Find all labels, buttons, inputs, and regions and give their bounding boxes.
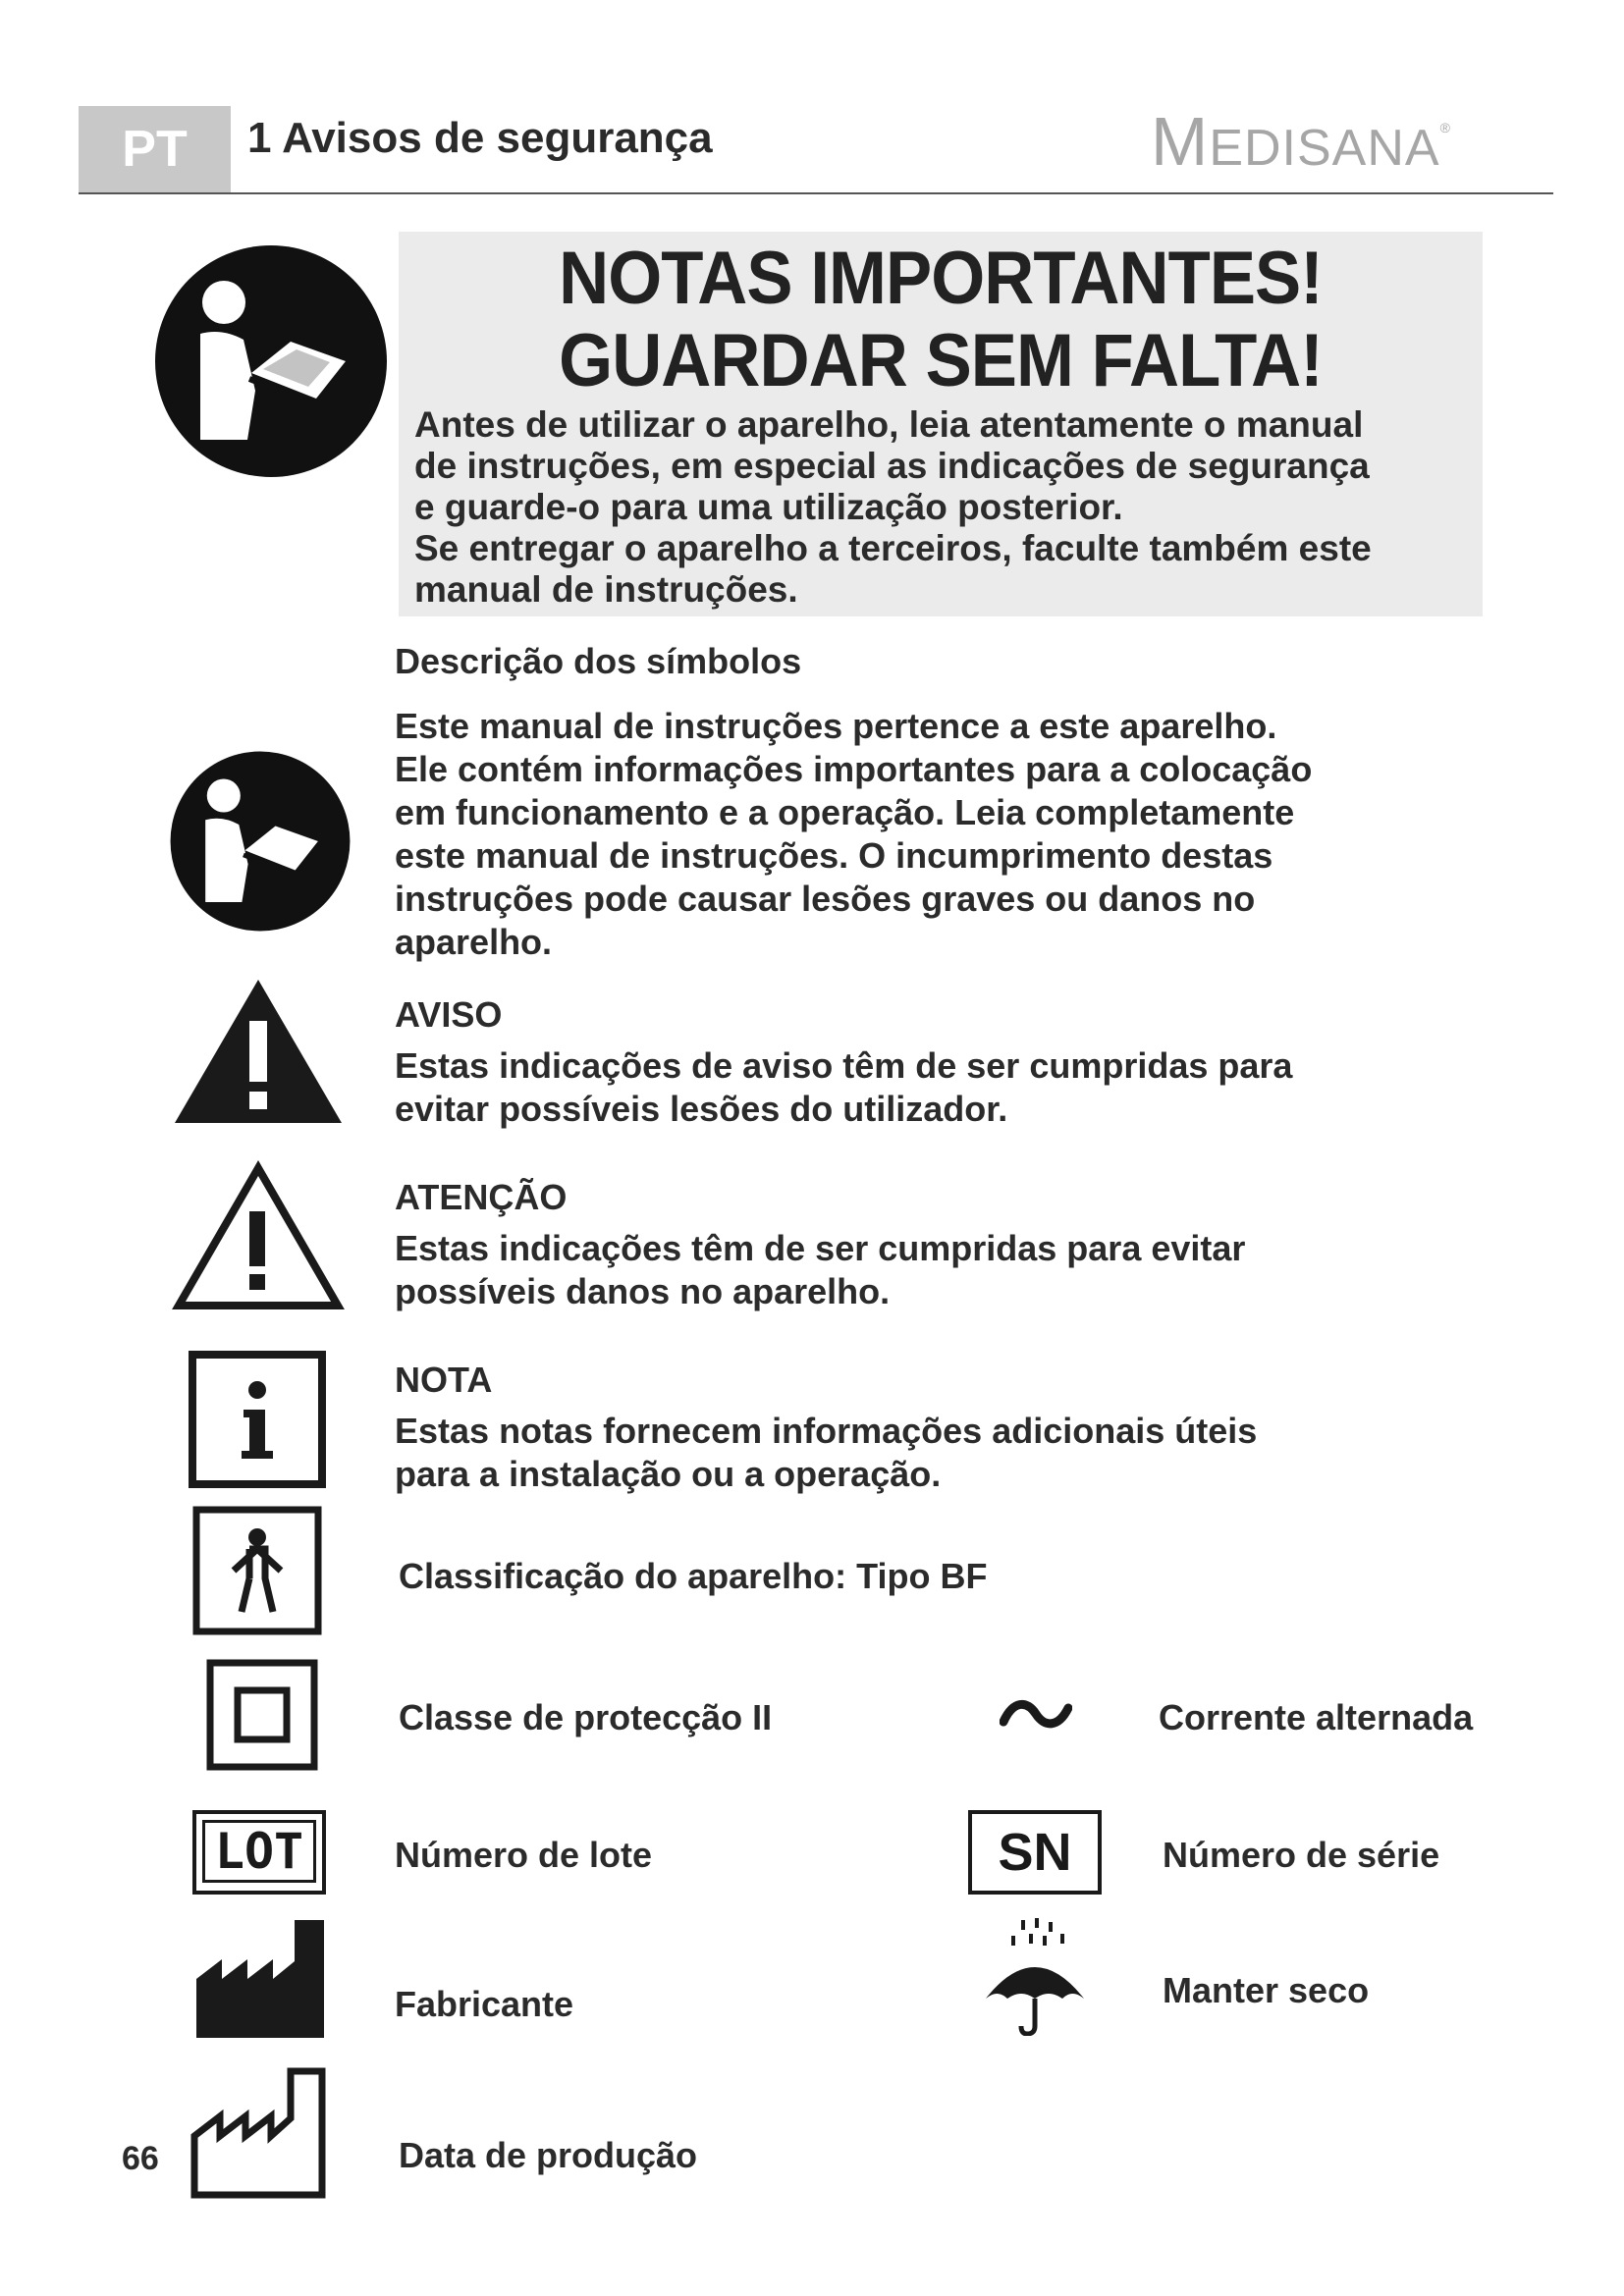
text-line: aparelho. — [395, 922, 553, 962]
text-line: Estas indicações têm de ser cumpridas para evitar — [395, 1228, 1246, 1268]
text-line: este manual de instruções. O incumprimento destas — [395, 835, 1273, 876]
production-date-label: Data de produção — [399, 2135, 698, 2175]
protection-class-label: Classe de protecção II — [399, 1697, 773, 1737]
note-title: NOTA — [395, 1360, 493, 1400]
notice-line: Se entregar o aparelho a terceiros, faculte também este — [414, 528, 1372, 568]
warning-title: AVISO — [395, 994, 503, 1035]
notice-title-line-1: NOTAS IMPORTANTES! — [559, 237, 1323, 320]
lot-label: Número de lote — [395, 1835, 653, 1875]
text-line: Estas indicações de aviso têm de ser cumpridas para — [395, 1045, 1293, 1086]
note-description — [395, 1410, 1257, 1496]
lot-icon — [192, 1810, 326, 1895]
brand-logo-rest: EDISANA — [1209, 120, 1440, 177]
header-divider — [79, 192, 1553, 194]
text-line: instruções pode causar lesões graves ou danos no — [395, 879, 1256, 919]
notice-title-line-2: GUARDAR SEM FALTA! — [559, 319, 1323, 402]
keep-dry-label: Manter seco — [1163, 1970, 1370, 2010]
warning-filled-triangle-icon — [171, 976, 346, 1127]
protection-class-2-icon — [206, 1659, 318, 1771]
text-line: Estas notas fornecem informações adicionais úteis — [395, 1411, 1258, 1451]
brand-logo — [1151, 102, 1451, 181]
notice-line: e guarde-o para uma utilização posterior. — [414, 487, 1123, 527]
production-date-icon — [189, 2065, 330, 2201]
info-icon — [189, 1351, 326, 1488]
lot-icon-text: LOT — [202, 1820, 316, 1883]
read-manual-icon — [153, 243, 389, 479]
notice-line: de instruções, em especial as indicações de segurança — [414, 446, 1370, 486]
brand-logo-registered: ® — [1439, 120, 1451, 135]
manufacturer-label: Fabricante — [395, 1984, 574, 2024]
read-manual-icon — [169, 750, 352, 933]
caution-title: ATENÇÃO — [395, 1177, 568, 1217]
text-line: em funcionamento e a operação. Leia completamente — [395, 792, 1295, 832]
text-line: possíveis danos no aparelho. — [395, 1271, 891, 1311]
notice-body — [414, 404, 1475, 611]
alternating-current-icon — [1000, 1696, 1072, 1735]
notice-line: manual de instruções. — [414, 569, 798, 610]
symbols-heading: Descrição dos símbolos — [395, 641, 802, 681]
text-line: evitar possíveis lesões do utilizador. — [395, 1089, 1008, 1129]
caution-description — [395, 1227, 1245, 1313]
notice-line: Antes de utilizar o aparelho, leia atentamente o manual — [414, 404, 1364, 445]
keep-dry-umbrella-icon — [978, 1916, 1092, 2036]
brand-logo-initial: M — [1151, 103, 1210, 180]
page-number: 66 — [122, 2140, 159, 2177]
type-bf-label: Classificação do aparelho: Tipo BF — [399, 1556, 988, 1596]
manual-description — [395, 705, 1312, 964]
text-line: para a instalação ou a operação. — [395, 1454, 942, 1494]
text-line: Ele contém informações importantes para a colocação — [395, 749, 1313, 789]
language-tab: PT — [79, 106, 231, 192]
caution-outline-triangle-icon — [171, 1160, 346, 1311]
section-title: 1 Avisos de segurança — [247, 114, 713, 162]
warning-description — [395, 1044, 1292, 1131]
serial-number-icon: SN — [968, 1810, 1102, 1895]
serial-number-label: Número de série — [1163, 1835, 1440, 1875]
alternating-current-label: Corrente alternada — [1159, 1697, 1474, 1737]
text-line: Este manual de instruções pertence a este aparelho. — [395, 706, 1277, 746]
type-bf-icon — [192, 1506, 322, 1635]
manufacturer-icon — [192, 1916, 326, 2042]
